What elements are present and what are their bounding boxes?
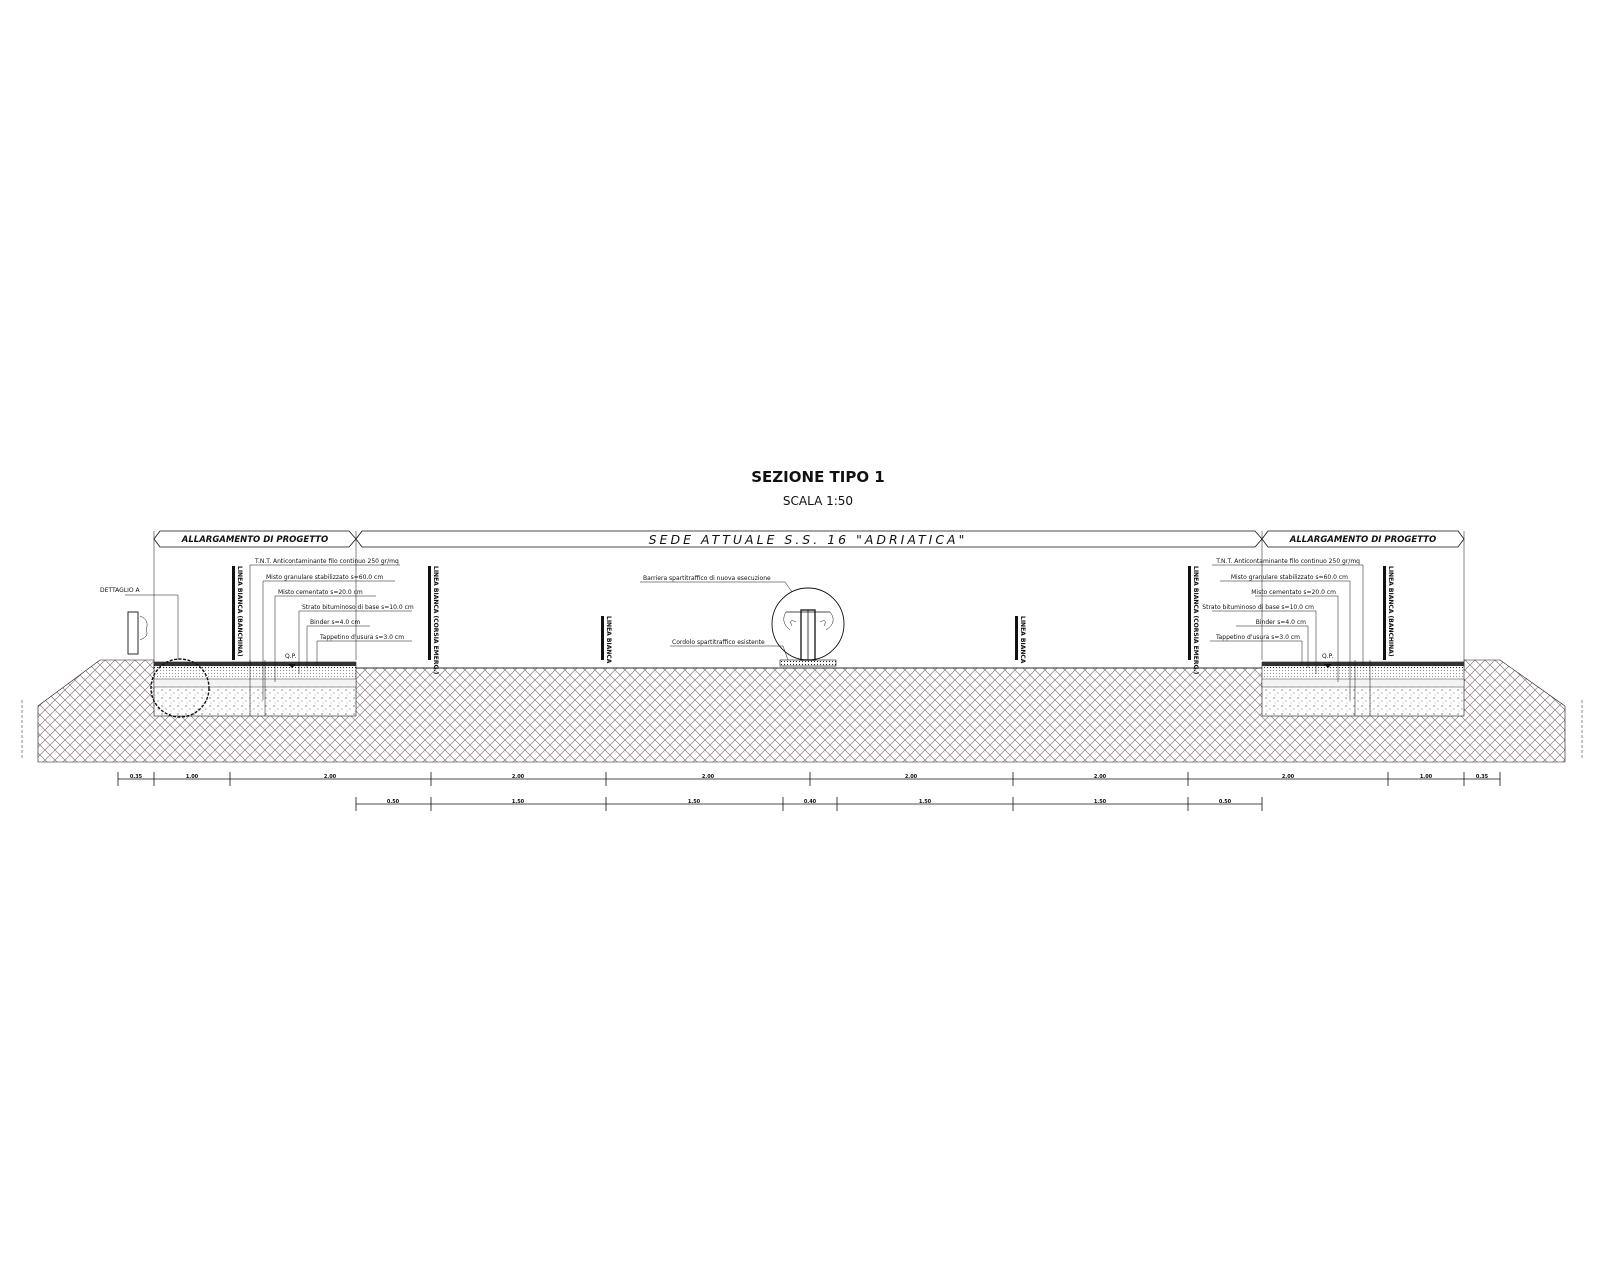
drawing-scale: SCALA 1:50 (782, 494, 854, 508)
dim-bottom-3: 0.40 (803, 799, 817, 805)
dimension-row-bottom (356, 797, 1262, 811)
band-center-label: SEDE ATTUALE S.S. 16 "ADRIATICA" (648, 532, 968, 547)
qp-left-label: Q.P. (285, 653, 297, 660)
callout-bituminoso-right: Strato bituminoso di base s=10.0 cm (1202, 604, 1314, 611)
dim-bottom-2: 1.50 (687, 799, 701, 805)
dim-bottom-5: 1.50 (1093, 799, 1107, 805)
band-left-label: ALLARGAMENTO DI PROGETTO (181, 535, 329, 545)
callout-tnt-left: T.N.T. Anticontaminante filo continuo 250 gr/mq (255, 558, 399, 565)
dim-top-2: 2.00 (323, 774, 337, 780)
dim-top-4: 2.00 (701, 774, 715, 780)
pavement-left (154, 660, 356, 716)
drawing-title: SEZIONE TIPO 1 (751, 468, 885, 486)
dim-bottom-4: 1.50 (918, 799, 932, 805)
lane-line-right-outer: LINEA BIANCA (BANCHINA) (1387, 566, 1394, 657)
detail-a-label: DETTAGLIO A (100, 587, 140, 594)
band-left (154, 531, 356, 547)
callout-granulare-left: Misto granulare stabilizzato s=60.0 cm (266, 574, 384, 581)
dim-top-7: 2.00 (1281, 774, 1295, 780)
lane-line-center-left: LINEA BIANCA (605, 616, 612, 664)
pavement-right (1262, 660, 1464, 716)
dimension-row-top (118, 772, 1500, 786)
band-center (356, 531, 1262, 547)
callout-bituminoso-left: Strato bituminoso di base s=10.0 cm (302, 604, 414, 611)
callout-granulare-right: Misto granulare stabilizzato s=60.0 cm (1230, 574, 1348, 581)
dim-top-3: 2.00 (511, 774, 525, 780)
central-barrier (640, 575, 844, 666)
lane-line-right-inner: LINEA BIANCA (CORSIA EMERG.) (1192, 566, 1199, 675)
callout-binder-right: Binder s=4.0 cm (1255, 619, 1306, 626)
dim-bottom-0: 0.50 (386, 799, 400, 805)
lane-line-left-inner: LINEA BIANCA (CORSIA EMERG.) (432, 566, 439, 675)
band-right (1262, 531, 1464, 547)
callout-cementato-right: Misto cementato s=20.0 cm (1251, 589, 1336, 596)
dim-top-8: 1.00 (1419, 774, 1433, 780)
barrier-new-label: Barriera spartitraffico di nuova esecuzione (643, 575, 771, 582)
callout-tappetino-left: Tappetino d'usura s=3.0 cm (320, 634, 405, 641)
callout-tappetino-right: Tappetino d'usura s=3.0 cm (1215, 634, 1300, 641)
dim-top-6: 2.00 (1093, 774, 1107, 780)
dim-top-0: 0.35 (129, 774, 143, 780)
qp-right-label: Q.P. (1322, 653, 1334, 660)
dim-top-5: 2.00 (904, 774, 918, 780)
barrier-existing-label: Cordolo spartitraffico esistente (672, 639, 765, 646)
callout-binder-left: Binder s=4.0 cm (310, 619, 361, 626)
callout-tnt-right: T.N.T. Anticontaminante filo continuo 250 gr/mq (1216, 558, 1360, 565)
band-right-label: ALLARGAMENTO DI PROGETTO (1289, 535, 1437, 545)
dim-bottom-1: 1.50 (511, 799, 525, 805)
dim-top-9: 0.35 (1475, 774, 1489, 780)
lane-line-left-outer: LINEA BIANCA (BANCHINA) (236, 566, 243, 657)
lane-line-center-right: LINEA BIANCA (1019, 616, 1026, 664)
dim-bottom-6: 0.50 (1218, 799, 1232, 805)
callout-cementato-left: Misto cementato s=20.0 cm (278, 589, 363, 596)
dim-top-1: 1.00 (185, 774, 199, 780)
